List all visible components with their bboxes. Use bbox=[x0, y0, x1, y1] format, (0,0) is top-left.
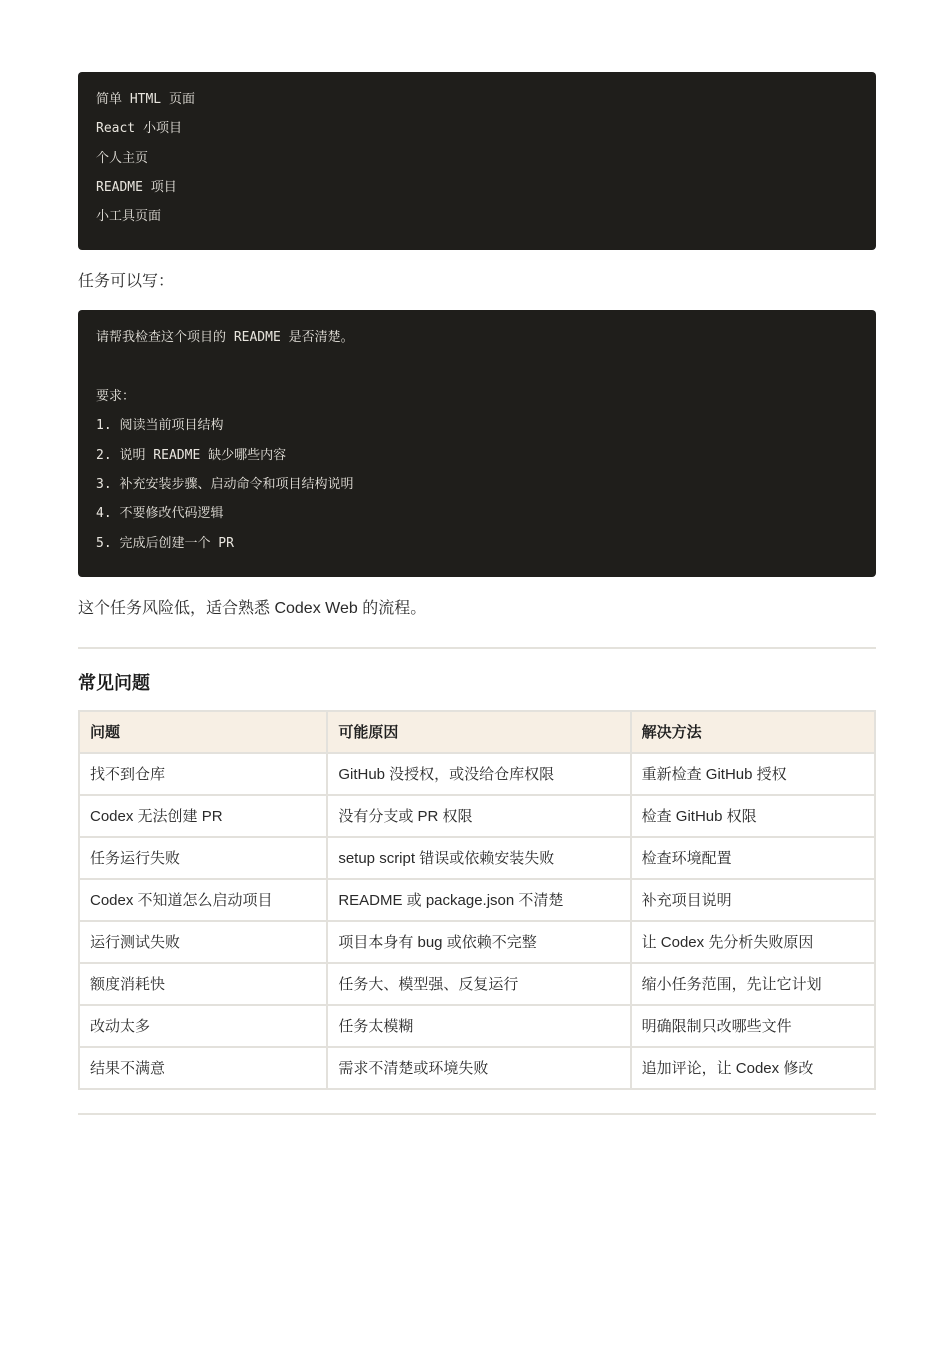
document-content bbox=[78, 72, 876, 1115]
cell-solution: 明确限制只改哪些文件 bbox=[631, 1005, 875, 1047]
task-intro-text: 任务可以写： bbox=[78, 273, 175, 291]
divider bbox=[78, 647, 876, 649]
table-row bbox=[79, 753, 875, 795]
cell-solution: 缩小任务范围，先让它计划 bbox=[631, 963, 875, 1005]
section-title-faq: 常见问题 bbox=[78, 672, 150, 693]
code-line: README 项目 bbox=[96, 179, 177, 195]
code-line: 简单 HTML 页面 bbox=[96, 92, 195, 107]
cell-cause: setup script 错误或依赖安装失败 bbox=[327, 837, 630, 879]
cell-problem: Codex 无法创建 PR bbox=[79, 795, 327, 837]
cell-problem: 找不到仓库 bbox=[79, 753, 327, 795]
faq-table bbox=[78, 710, 876, 1090]
code-line: 3. 补充安装步骤、启动命令和项目结构说明 bbox=[96, 476, 354, 492]
code-line: 请帮我检查这个项目的 README 是否清楚。 bbox=[96, 330, 354, 346]
cell-solution: 检查 GitHub 权限 bbox=[631, 795, 875, 837]
code-line: 2. 说明 README 缺少哪些内容 bbox=[96, 447, 287, 463]
cell-cause: 没有分支或 PR 权限 bbox=[327, 795, 630, 837]
cell-cause: README 或 package.json 不清楚 bbox=[327, 879, 630, 921]
cell-cause: 任务太模糊 bbox=[327, 1005, 630, 1047]
cell-cause: 项目本身有 bug 或依赖不完整 bbox=[327, 921, 630, 963]
cell-problem: Codex 不知道怎么启动项目 bbox=[79, 879, 327, 921]
table-row bbox=[79, 921, 875, 963]
table-row bbox=[79, 795, 875, 837]
table-row bbox=[79, 963, 875, 1005]
code-line: 小工具页面 bbox=[96, 209, 162, 225]
table-row bbox=[79, 1047, 875, 1089]
table-header-row bbox=[79, 711, 875, 753]
cell-problem: 结果不满意 bbox=[79, 1047, 327, 1089]
cell-cause: 需求不清楚或环境失败 bbox=[327, 1047, 630, 1089]
code-line: 1. 阅读当前项目结构 bbox=[96, 418, 224, 434]
risk-note-text: 这个任务风险低，适合熟悉 Codex Web 的流程。 bbox=[78, 599, 427, 617]
code-line: 5. 完成后创建一个 PR bbox=[96, 535, 234, 551]
column-header-problem: 问题 bbox=[79, 711, 327, 753]
cell-solution: 补充项目说明 bbox=[631, 879, 875, 921]
project-types-code-block bbox=[78, 72, 876, 250]
cell-problem: 任务运行失败 bbox=[79, 837, 327, 879]
column-header-solution: 解决方法 bbox=[631, 711, 875, 753]
table-row bbox=[79, 879, 875, 921]
cell-solution: 重新检查 GitHub 授权 bbox=[631, 753, 875, 795]
cell-problem: 额度消耗快 bbox=[79, 963, 327, 1005]
divider bbox=[78, 1113, 876, 1115]
cell-cause: GitHub 没授权，或没给仓库权限 bbox=[327, 753, 630, 795]
cell-problem: 改动太多 bbox=[79, 1005, 327, 1047]
code-line: 4. 不要修改代码逻辑 bbox=[96, 506, 224, 522]
column-header-cause: 可能原因 bbox=[327, 711, 630, 753]
table-row bbox=[79, 1005, 875, 1047]
cell-problem: 运行测试失败 bbox=[79, 921, 327, 963]
code-line: 要求： bbox=[96, 389, 136, 405]
task-prompt-code-block bbox=[78, 310, 876, 576]
code-line: React 小项目 bbox=[96, 121, 182, 137]
cell-solution: 检查环境配置 bbox=[631, 837, 875, 879]
cell-cause: 任务大、模型强、反复运行 bbox=[327, 963, 630, 1005]
cell-solution: 让 Codex 先分析失败原因 bbox=[631, 921, 875, 963]
cell-solution: 追加评论，让 Codex 修改 bbox=[631, 1047, 875, 1089]
table-row bbox=[79, 837, 875, 879]
code-line-blank bbox=[96, 358, 858, 387]
code-line: 个人主页 bbox=[96, 150, 149, 166]
